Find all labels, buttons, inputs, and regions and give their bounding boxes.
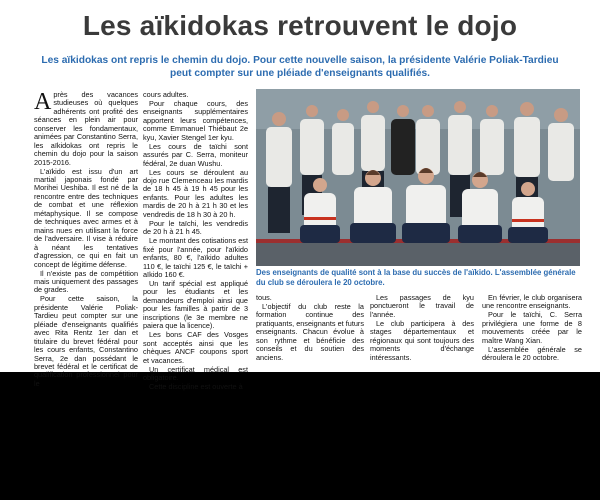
paragraph: L'aïkido est issu d'un art martial japonais fondé par Morihei Ueshiba. Il est né de la rencontre entre des techniques de combat et une réflexion métaphysique. Il se compose de techniques avec armes et à mains nues en utilisant la force de l'adversaire. Il vise à réduire à néant les tentatives d'agression, ce qui en fait un concept de légitime défense. (34, 166, 138, 269)
paragraph-text: près des vacances studieuses où quelques adhérents ont profité des séances en plein air pour conserver les fondamentaux, animées par Constantino Serra, les aïkidokas ont repris le chemin du dojo pour la saison 2015-2016. (34, 90, 138, 167)
photo-illustration (256, 89, 580, 266)
paragraph: Un certificat médical est obligatoire. (143, 364, 248, 382)
paragraph: L'assemblée générale se déroulera le 20 octobre. (482, 344, 582, 363)
paragraph: Pour le taïchi, C. Serra privilégiera une forme de 8 mouvements créée par le maître Wang Xian. (482, 310, 582, 345)
paragraph: tous. (256, 293, 272, 302)
column-4 (370, 294, 474, 362)
paragraph: Pour le taïchi, les vendredis de 20 h à 21 h 45. (143, 218, 248, 237)
paragraph: Le club participera à des stages départementaux et régionaux qui sont toujours des moments d'échange intéressants. (370, 318, 474, 362)
paragraph: Les cours se déroulent au dojo rue Clemenceau les mardis de 18 h 45 à 19 h 45 pour les enfants. Pour les adultes les mardis de 20 h à 21 h 30 et les vendredis de 18 h 30 à 20 h. (143, 167, 248, 219)
paragraph: En février, le club organisera une rencontre enseignants. (482, 293, 582, 311)
paragraph: Pour cette saison, la présidente Valérie Poliak-Tardieu peut compter sur une pléiade d'enseignants qualifiés avec Rita Rentz 1er dan et titulaire du brevet fédéral pour les cours enfants, Constantino Serra, 2e dan possédant le brevet fédéral et le certificat de qualification professionnel pour le (34, 294, 138, 388)
drop-cap: A (34, 89, 52, 115)
column-5 (482, 294, 582, 363)
standfirst: Les aïkidokas ont repris le chemin du dojo. Pour cette nouvelle saison, la présidente Valérie Poliak-Tardieu peut compter sur une pléiade d'enseignants qualifiés. (41, 55, 559, 79)
paragraph: Les passages de kyu ponctueront le travail de l'année. (370, 293, 474, 319)
group-photo (256, 89, 580, 266)
paragraph: Cette discipline est ouverte à (149, 381, 243, 391)
headline: Les aïkidokas retrouvent le dojo (82, 10, 518, 41)
paragraph: Le montant des cotisations est fixé pour l'année, pour l'aïkido enfants, 80 €, l'aïkido adultes 110 €, le taïchi 125 €, le taïchi + aïkido 160 €. (143, 236, 248, 280)
column-2 (143, 91, 248, 391)
paragraph: Pour chaque cours, des enseignants supplémentaires apportent leurs compétences, comme Emmanuel Thiébaut 2e kyu, Xavier Stengel 1er kyu. (143, 98, 248, 142)
paragraph: cours adultes. (143, 90, 189, 99)
paragraph (34, 91, 138, 167)
paragraph: Il n'existe pas de compétition mais uniquement des passages de grades. (34, 268, 138, 295)
photo-caption: Des enseignants de qualité sont à la base du succès de l'aïkido. L'assemblée générale du club se déroulera le 20 octobre. (256, 268, 576, 287)
paragraph: Les cours de taïchi sont assurés par C. Serra, moniteur fédéral, 2e duan Wushu. (143, 141, 248, 168)
paragraph: Un tarif spécial est appliqué pour les étudiants et les demandeurs d'emploi ainsi que pour les familles à partir de 3 inscriptions (le 3e membre ne paiera que la licence). (143, 278, 248, 331)
column-3 (256, 294, 364, 362)
paragraph: Les bons CAF des Vosges sont acceptés ainsi que les chèques ANCF coupons sport et vacances. (143, 330, 248, 365)
column-1 (34, 91, 138, 388)
paragraph: L'objectif du club reste la formation continue des pratiquants, enseignants et futurs enseignants. Chacun évolue à son rythme et bénéficie des conseils et du soutien des anciens. (256, 301, 364, 362)
